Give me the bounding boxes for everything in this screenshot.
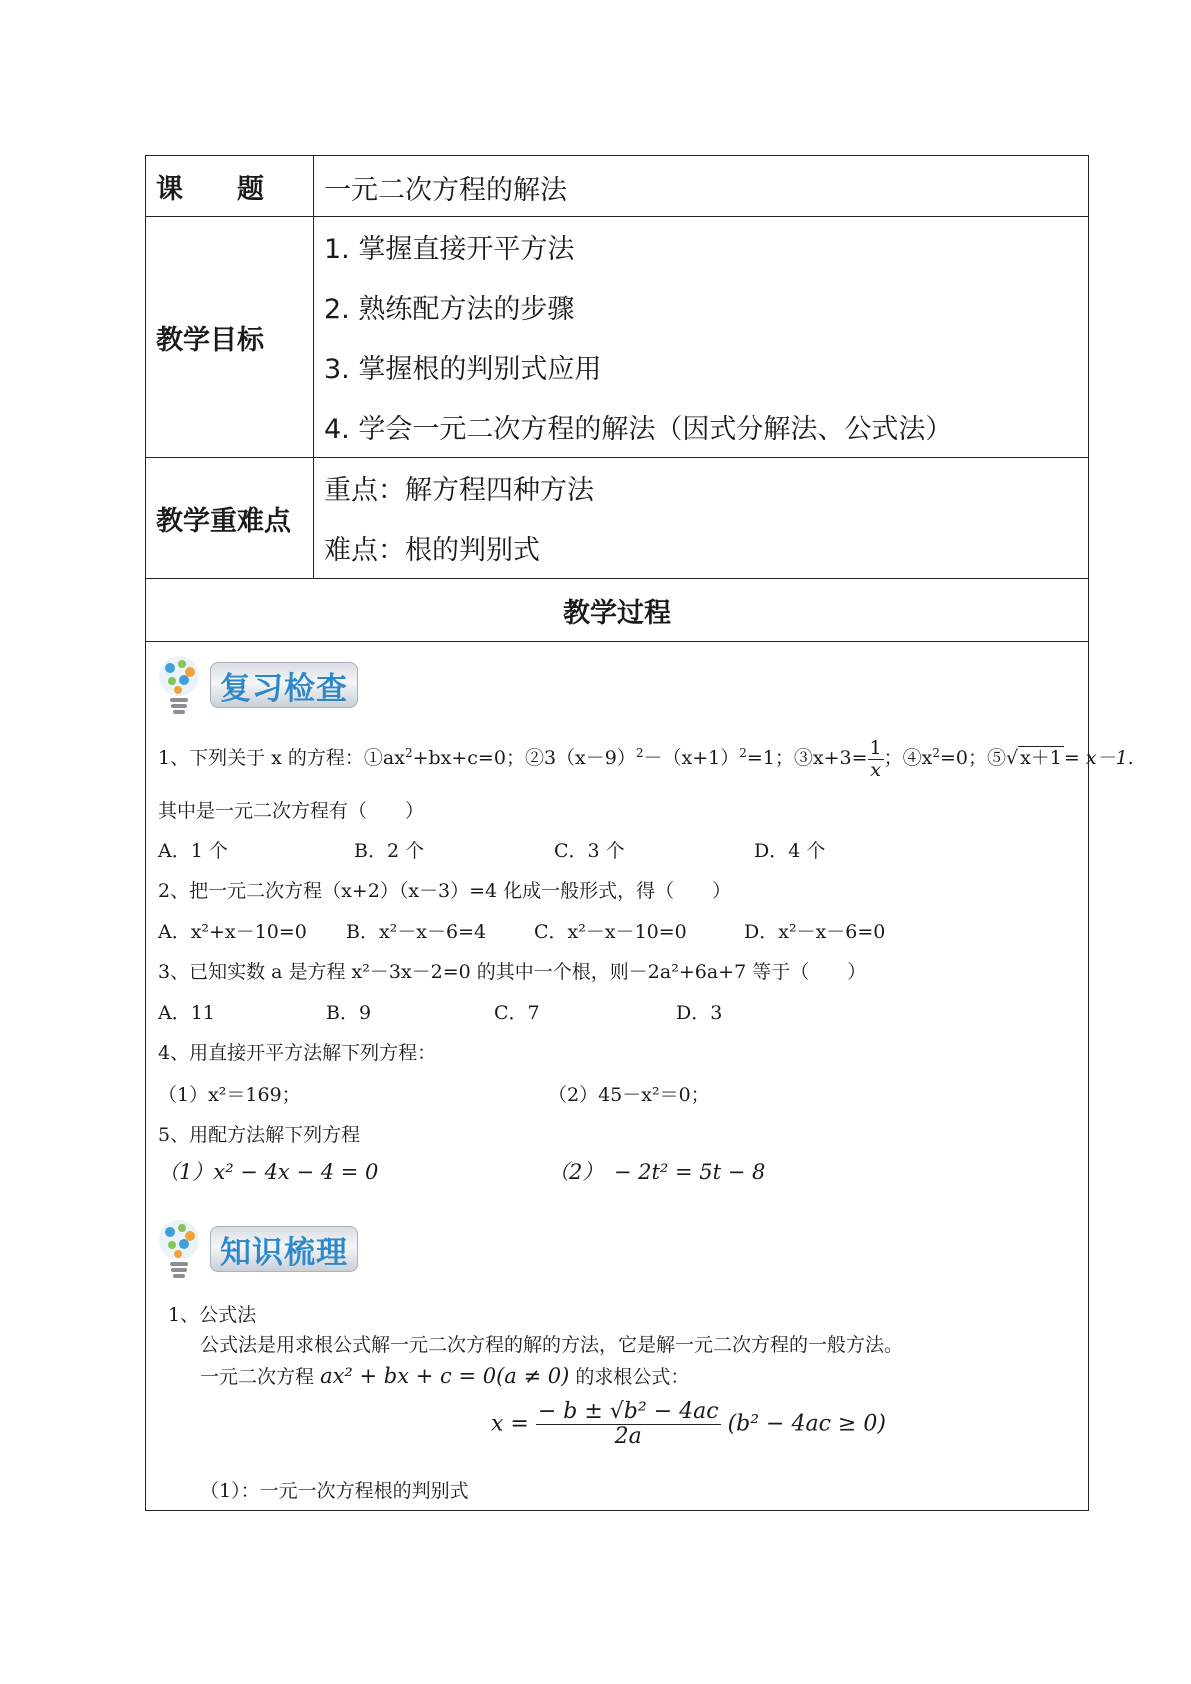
question-2: 2、把一元二次方程（x+2）（x－3）=4 化成一般形式，得（ ） [158, 880, 732, 902]
process-title: 教学过程 [563, 598, 671, 629]
question-1-options [158, 836, 1058, 860]
knowledge-item-1: 1、公式法 [168, 1304, 257, 1326]
option: A．1 个 [158, 840, 228, 862]
goal-item: 3. 掌握根的判别式应用 [324, 354, 602, 385]
goals-row [146, 217, 1088, 458]
option: C．3 个 [554, 840, 625, 862]
option: B．2 个 [354, 840, 425, 862]
q1-sqrt: x＋1 [1020, 747, 1062, 769]
process-row [146, 579, 1088, 642]
q1-text: ；④x [883, 747, 933, 769]
option: C．7 [494, 1002, 540, 1024]
question-2-options [158, 917, 1058, 941]
lightbulb-icon [156, 654, 202, 718]
knowledge-badge: 知识梳理 [210, 1226, 358, 1272]
option: A．11 [158, 1002, 215, 1024]
formula-method-description: 公式法是用求根公式解一元二次方程的解的方法，它是解一元二次方程的一般方法。 [200, 1334, 904, 1356]
formula-intro [200, 1362, 689, 1389]
option: B．x²－x－6=4 [346, 921, 487, 943]
sub-item: （1）x² − 4x − 4 = 0 [158, 1160, 379, 1184]
key-points-label: 教学重难点 [146, 458, 314, 578]
knowledge-section-header [156, 1218, 366, 1278]
topic-text: 一元二次方程的解法 [324, 175, 567, 206]
goal-item: 1. 掌握直接开平方法 [324, 234, 575, 265]
question-3-options [158, 998, 1058, 1022]
question-5: 5、用配方法解下列方程 [158, 1124, 361, 1146]
sub-item: （2） − 2t² = 5t − 8 [548, 1160, 766, 1184]
q1-text: 1、下列关于 x 的方程：①ax [158, 747, 405, 769]
review-badge: 复习检查 [210, 662, 358, 708]
sub-item: （2）45－x²＝0； [548, 1084, 710, 1106]
question-1: 1、下列关于 x 的方程：$①ax^2+bx+c=0$；$②3(x-9)^2-(x+1)^2=1$；③x+3= $\frac{1}{x}$ ；$④x^2=0$；⑤√ x＋1 = x－1. [158, 736, 1134, 781]
discriminant-subheading: （1）：一元一次方程根的判别式 [200, 1480, 469, 1502]
q1-text: －（x+1） [643, 747, 740, 769]
topic-row [146, 156, 1088, 217]
goal-item: 4. 学会一元二次方程的解法（因式分解法、公式法） [324, 414, 953, 445]
goal-item: 2. 熟练配方法的步骤 [324, 294, 575, 325]
question-5-items [158, 1156, 1058, 1182]
formula-numerator: − b ± √b² − 4ac [537, 1399, 719, 1424]
q1-text: =0；⑤ [939, 747, 1006, 769]
q1-text: = x－1. [1063, 747, 1134, 769]
formula-intro-text: 的求根公式： [575, 1366, 690, 1388]
lightbulb-icon [156, 1218, 202, 1282]
option: D．4 个 [754, 840, 826, 862]
q1-text: +bx+c=0；②3（x－9） [412, 747, 636, 769]
sub-item: （1）x²＝169； [158, 1084, 301, 1106]
difficult-point: 难点：根的判别式 [324, 535, 540, 566]
general-equation: ax² + bx + c = 0(a ≠ 0) [320, 1364, 570, 1388]
review-section-header [156, 654, 366, 714]
q1-fraction-numerator: 1 [869, 736, 882, 759]
q1-text: =1；③x+3= [746, 747, 868, 769]
formula-condition: (b² − 4ac ≥ 0) [727, 1411, 886, 1437]
question-1-prompt: 其中是一元二次方程有（ ） [158, 800, 425, 822]
option: B．9 [326, 1002, 372, 1024]
key-points-row [146, 458, 1088, 579]
formula-lhs: x = [491, 1411, 529, 1437]
option: A．x²+x－10=0 [158, 921, 307, 943]
option: D．3 [676, 1002, 723, 1024]
question-4: 4、用直接开平方法解下列方程： [158, 1042, 437, 1064]
goals-label: 教学目标 [146, 217, 314, 457]
key-point: 重点：解方程四种方法 [324, 475, 594, 506]
q1-fraction-denominator: x [870, 758, 881, 781]
option: D．x²－x－6=0 [744, 921, 886, 943]
formula-denominator: 2a [614, 1424, 642, 1450]
topic-label: 课 题 [146, 156, 314, 216]
question-3: 3、已知实数 a 是方程 x²－3x－2=0 的其中一个根，则－2a²+6a+7 等于（ ） [158, 961, 867, 983]
quadratic-formula [491, 1400, 886, 1449]
lesson-plan-table [145, 155, 1134, 1511]
question-4-items [158, 1080, 1058, 1104]
formula-intro-text: 一元二次方程 [200, 1366, 315, 1388]
option: C．x²－x－10=0 [534, 921, 687, 943]
